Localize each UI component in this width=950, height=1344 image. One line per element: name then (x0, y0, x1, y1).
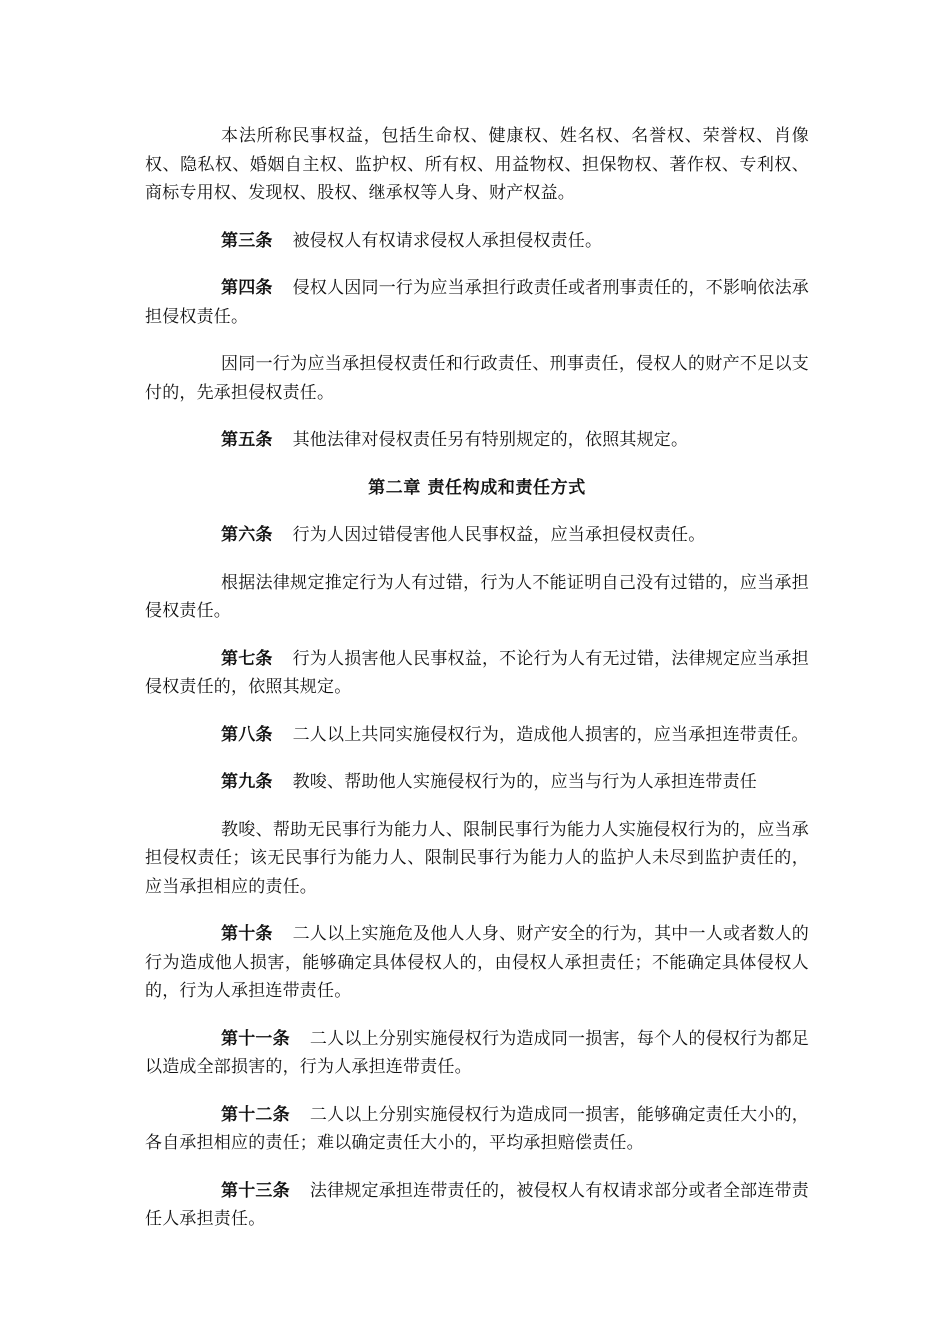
article-5 (145, 426, 809, 455)
article-10 (145, 920, 809, 1006)
article-4-clause-2 (145, 350, 809, 407)
chapter-heading: 第二章 责任构成和责任方式 (368, 477, 586, 498)
paragraph-text: 因同一行为应当承担侵权责任和行政责任、刑事责任，侵权人的财产不足以支付的，先承担侵权责任。 (145, 354, 809, 403)
paragraph-text: 本法所称民事权益，包括生命权、健康权、姓名权、名誉权、荣誉权、肖像权、隐私权、婚姻自主权、监护权、所有权、用益物权、担保物权、著作权、专利权、商标专用权、发现权、股权、继承权等人身、财产权益。 (145, 126, 809, 203)
article-12 (145, 1101, 809, 1158)
article-11 (145, 1025, 809, 1082)
article-9-clause-2 (145, 816, 809, 902)
article-number: 第三条 (221, 230, 273, 251)
article-text: 二人以上实施危及他人人身、财产安全的行为，其中一人或者数人的行为造成他人损害，能够确定具体侵权人的，由侵权人承担责任；不能确定具体侵权人的，行为人承担连带责任。 (145, 924, 809, 1001)
article-number: 第五条 (221, 430, 273, 450)
article-text: 行为人损害他人民事权益，不论行为人有无过错，法律规定应当承担侵权责任的，依照其规定。 (145, 648, 809, 697)
article-text: 二人以上分别实施侵权行为造成同一损害，每个人的侵权行为都足以造成全部损害的，行为人承担连带责任。 (145, 1028, 809, 1077)
article-number: 第十一条 (221, 1028, 290, 1049)
article-number: 第九条 (221, 772, 273, 792)
article-text: 二人以上分别实施侵权行为造成同一损害，能够确定责任大小的，各自承担相应的责任；难以确定责任大小的，平均承担赔偿责任。 (145, 1104, 809, 1153)
article-number: 第十三条 (221, 1180, 290, 1201)
paragraph-text: 教唆、帮助无民事行为能力人、限制民事行为能力人实施侵权行为的，应当承担侵权责任；该无民事行为能力人、限制民事行为能力人的监护人未尽到监护责任的，应当承担相应的责任。 (145, 819, 809, 897)
article-6-clause-2 (145, 569, 809, 626)
article-number: 第六条 (221, 525, 273, 545)
article-number: 第十二条 (221, 1104, 290, 1125)
article-6 (145, 521, 809, 550)
article-text: 行为人因过错侵害他人民事权益，应当承担侵权责任。 (292, 525, 706, 545)
article-text: 教唆、帮助他人实施侵权行为的，应当与行为人承担连带责任 (292, 772, 758, 792)
article-13 (145, 1177, 809, 1234)
article-3 (145, 227, 809, 256)
document-page (145, 122, 809, 1253)
article-text: 其他法律对侵权责任另有特别规定的，依照其规定。 (292, 430, 689, 450)
article-number: 第八条 (221, 724, 273, 745)
article-number: 第十条 (221, 924, 273, 944)
article-text: 侵权人因同一行为应当承担行政责任或者刑事责任的，不影响依法承担侵权责任。 (145, 278, 809, 327)
article-number: 第七条 (221, 648, 273, 669)
article-7 (145, 645, 809, 702)
article-text: 被侵权人有权请求侵权人承担侵权责任。 (292, 230, 603, 251)
article-9 (145, 768, 809, 797)
article-4 (145, 274, 809, 331)
article-8 (145, 721, 809, 750)
paragraph-text: 根据法律规定推定行为人有过错，行为人不能证明自己没有过错的，应当承担侵权责任。 (145, 572, 809, 621)
article-text: 二人以上共同实施侵权行为，造成他人损害的，应当承担连带责任。 (292, 724, 809, 745)
article-text: 法律规定承担连带责任的，被侵权人有权请求部分或者全部连带责任人承担责任。 (145, 1180, 809, 1229)
article-number: 第四条 (221, 278, 273, 298)
paragraph-civil-rights-definition (145, 122, 809, 208)
